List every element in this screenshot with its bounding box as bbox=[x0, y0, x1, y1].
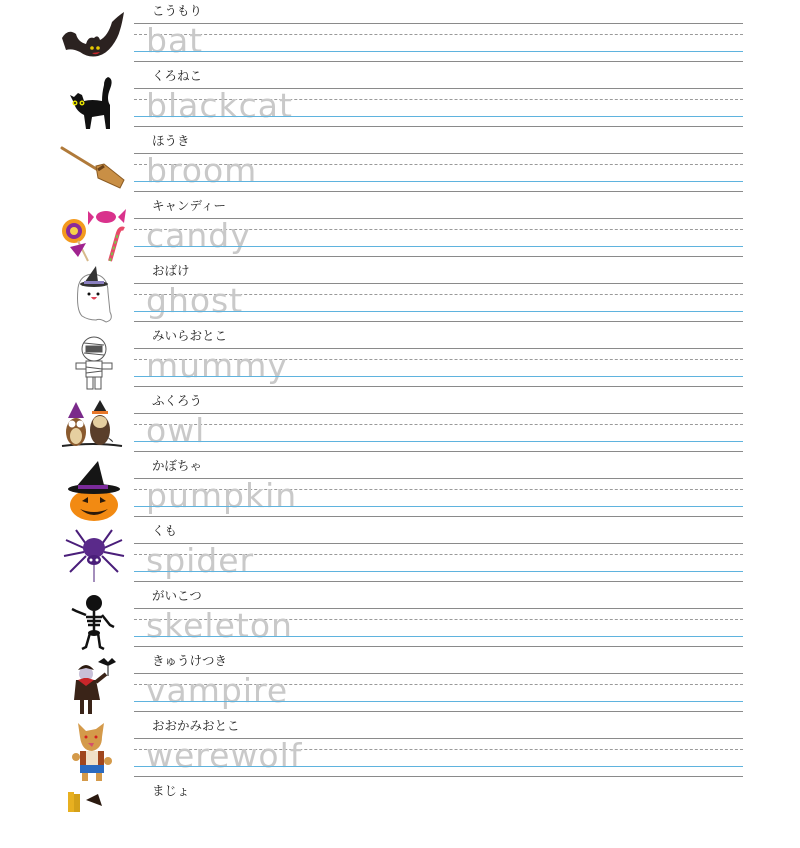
hint-label: おおかみおとこ bbox=[152, 718, 240, 733]
bottom-guide-line bbox=[134, 581, 743, 582]
trace-word: broom bbox=[146, 151, 258, 190]
baseline bbox=[134, 246, 743, 247]
trace-word: blackcat bbox=[146, 86, 293, 125]
trace-word: pumpkin bbox=[146, 476, 298, 515]
hint-label: がいこつ bbox=[152, 588, 202, 603]
baseline bbox=[134, 701, 743, 702]
bottom-guide-line bbox=[134, 711, 743, 712]
trace-word: mummy bbox=[146, 346, 288, 385]
worksheet-row-blackcat bbox=[0, 65, 800, 130]
hint-label: キャンディー bbox=[152, 198, 227, 213]
trace-word: skeleton bbox=[146, 606, 293, 645]
worksheet-row-bat bbox=[0, 0, 800, 65]
broom-icon bbox=[58, 136, 128, 198]
baseline bbox=[134, 441, 743, 442]
trace-word: owl bbox=[146, 411, 206, 450]
bottom-guide-line bbox=[134, 191, 743, 192]
worksheet-row-spider bbox=[0, 520, 800, 585]
hint-label: こうもり bbox=[152, 3, 203, 18]
werewolf-icon bbox=[58, 721, 128, 783]
ghost-icon bbox=[58, 266, 128, 328]
trace-word: vampire bbox=[146, 671, 289, 710]
top-guide-line bbox=[134, 413, 743, 414]
vampire-icon bbox=[58, 656, 128, 718]
black-cat-icon bbox=[58, 71, 128, 133]
bottom-guide-line bbox=[134, 321, 743, 322]
bottom-guide-line bbox=[134, 61, 743, 62]
baseline bbox=[134, 181, 743, 182]
top-guide-line bbox=[134, 23, 743, 24]
baseline bbox=[134, 51, 743, 52]
hint-label: きゅうけつき bbox=[152, 653, 228, 668]
bottom-guide-line bbox=[134, 776, 743, 777]
worksheet-row-werewolf bbox=[0, 715, 800, 780]
baseline bbox=[134, 376, 743, 377]
bottom-guide-line bbox=[134, 451, 743, 452]
worksheet-row-owl bbox=[0, 390, 800, 455]
owl-icon bbox=[58, 396, 128, 458]
trace-word: candy bbox=[146, 216, 251, 255]
hint-label: ほうき bbox=[152, 133, 190, 148]
hint-label: くも bbox=[152, 523, 178, 538]
trace-word: werewolf bbox=[146, 736, 303, 775]
hint-label: おばけ bbox=[152, 263, 190, 278]
baseline bbox=[134, 506, 743, 507]
baseline bbox=[134, 766, 743, 767]
bottom-guide-line bbox=[134, 516, 743, 517]
baseline bbox=[134, 636, 743, 637]
worksheet-row-candy bbox=[0, 195, 800, 260]
worksheet-row-skeleton bbox=[0, 585, 800, 650]
hint-label: みいらおとこ bbox=[152, 328, 228, 343]
baseline bbox=[134, 311, 743, 312]
bottom-guide-line bbox=[134, 386, 743, 387]
mid-dashed-line bbox=[134, 424, 743, 425]
bat-icon bbox=[58, 8, 128, 70]
skeleton-icon bbox=[58, 591, 128, 653]
worksheet-row-mummy bbox=[0, 325, 800, 390]
hint-label: まじょ bbox=[152, 783, 190, 798]
worksheet-row-broom bbox=[0, 130, 800, 195]
spider-icon bbox=[58, 526, 128, 588]
bottom-guide-line bbox=[134, 256, 743, 257]
trace-word: ghost bbox=[146, 281, 244, 320]
worksheet-row-pumpkin bbox=[0, 455, 800, 520]
worksheet-row-ghost bbox=[0, 260, 800, 325]
mummy-icon bbox=[58, 331, 128, 393]
worksheet-row-witch bbox=[0, 780, 800, 845]
worksheet-row-vampire bbox=[0, 650, 800, 715]
candy-icon bbox=[58, 203, 128, 265]
pumpkin-icon bbox=[58, 461, 128, 523]
trace-word: bat bbox=[146, 21, 204, 60]
mid-dashed-line bbox=[134, 34, 743, 35]
witch-icon bbox=[58, 786, 128, 848]
baseline bbox=[134, 571, 743, 572]
baseline bbox=[134, 116, 743, 117]
bottom-guide-line bbox=[134, 646, 743, 647]
hint-label: くろねこ bbox=[152, 68, 203, 83]
hint-label: かぼちゃ bbox=[152, 458, 203, 473]
trace-word: spider bbox=[146, 541, 255, 580]
hint-label: ふくろう bbox=[152, 393, 203, 408]
bottom-guide-line bbox=[134, 126, 743, 127]
